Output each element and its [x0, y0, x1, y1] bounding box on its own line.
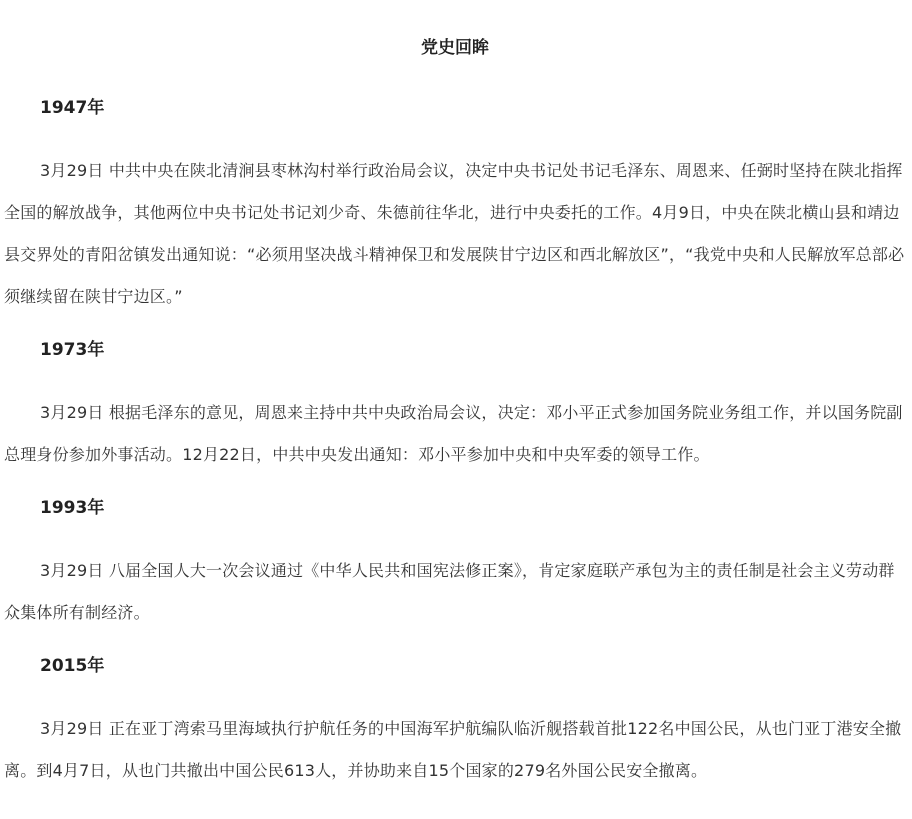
section-year: 1993年: [40, 498, 105, 518]
section-paragraph: 3月29日 正在亚丁湾索马里海域执行护航任务的中国海军护航编队临沂舰搭载首批122名中国公民，从也门亚丁港安全撤离。到4月7日，从也门共撤出中国公民613人，并协助来自15个国家的279名外国公民安全撤离。: [4, 719, 902, 780]
section-year: 2015年: [40, 656, 105, 676]
section-paragraph: 3月29日 根据毛泽东的意见，周恩来主持中共中央政治局会议，决定：邓小平正式参加国务院业务组工作，并以国务院副总理身份参加外事活动。12月22日，中共中央发出通知：邓小平参加中央和中央军委的领导工作。: [4, 403, 903, 464]
section-paragraph: 3月29日 中共中央在陕北清涧县枣林沟村举行政治局会议，决定中央书记处书记毛泽东、周恩来、任弼时坚持在陕北指挥全国的解放战争，其他两位中央书记处书记刘少奇、朱德前往华北，进行中央委托的工作。4月9日，中央在陕北横山县和靖边县交界处的青阳岔镇发出通知说：“必须用坚决战斗精神保卫和发展陕甘宁边区和西北解放区”，“我党中央和人民解放军总部必须继续留在陕甘宁边区。”: [4, 161, 905, 306]
history-section-1947: [4, 96, 906, 318]
history-section-2015: [4, 654, 906, 792]
section-year: 1947年: [40, 98, 105, 118]
section-paragraph: 3月29日 八届全国人大一次会议通过《中华人民共和国宪法修正案》，肯定家庭联产承包为主的责任制是社会主义劳动群众集体所有制经济。: [4, 561, 895, 622]
history-section-1973: [4, 338, 906, 476]
article-title: 党史回眸: [421, 38, 489, 58]
history-section-1993: [4, 496, 906, 634]
section-year: 1973年: [40, 340, 105, 360]
